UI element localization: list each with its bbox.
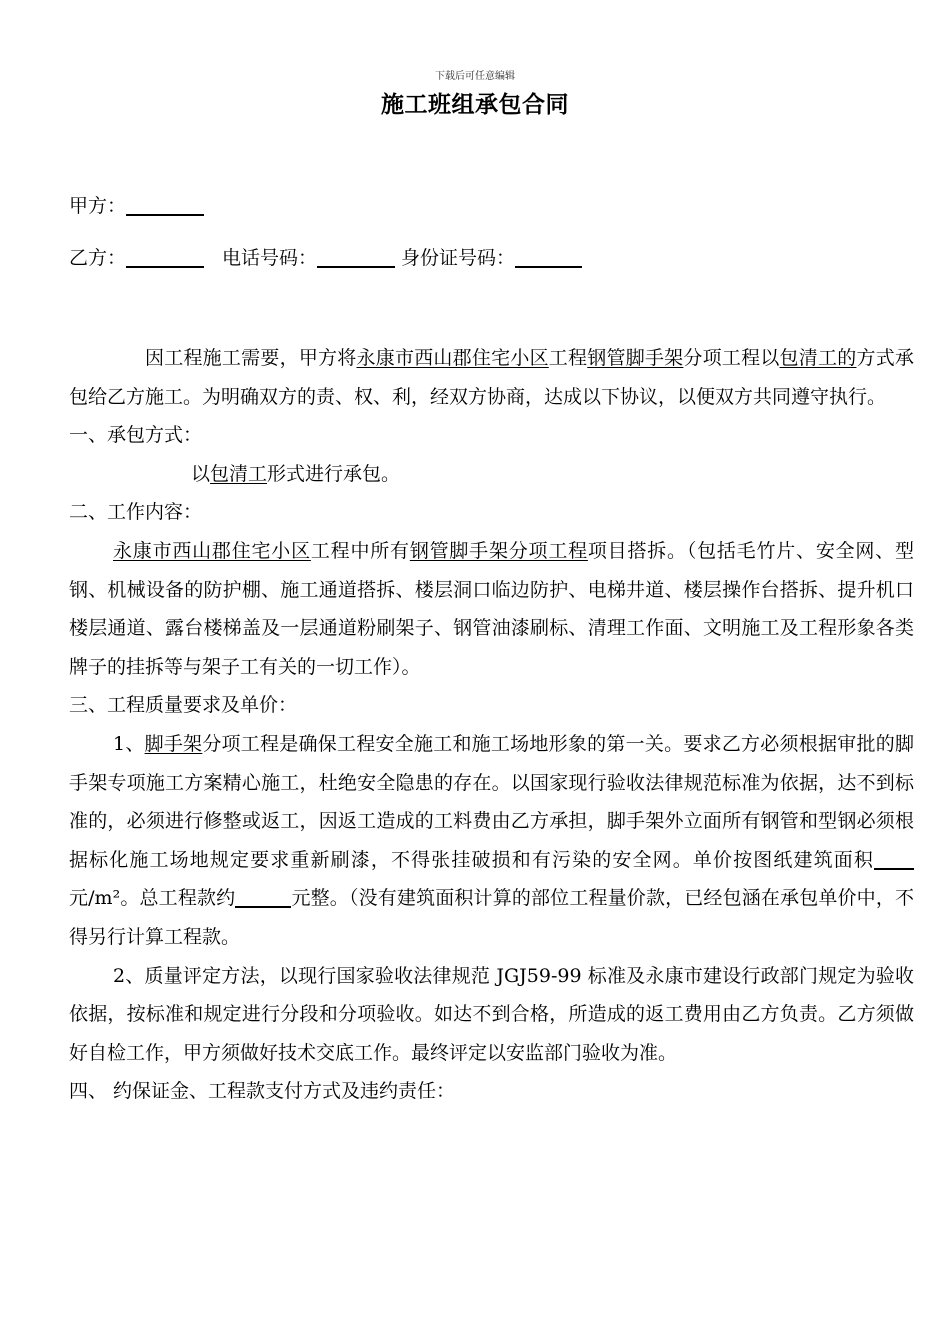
id-blank: [515, 248, 582, 268]
section-4-heading: 四、 约保证金、工程款支付方式及违约责任：: [69, 1080, 456, 1103]
section-3-item-1: 1、脚手架分项工程是确保工程安全施工和施工场地形象的第一关。要求乙方必须根据审批的脚手架专项施工方案精心施工，杜绝安全隐患的存在。以国家现行验收法律规范标准为依据，达不到标准的，必须进行修整或返工，因返工造成的工料费由乙方承担，脚手架外立面所有钢管和型钢必须根据标化施工场地规定要求重新刷漆，不得张挂破损和有污染的安全网。单价按图纸建筑面积元/m²。总工程款约 元整。（没有建筑面积计算的部位工程量价款，已经包涵在承包单价中，不得另行计算工程款。: [69, 732, 914, 948]
document-title: 施工班组承包合同: [381, 91, 569, 118]
party-a-line: [69, 191, 204, 218]
section-1-heading: 一、承包方式：: [69, 424, 203, 447]
phone-blank: [317, 248, 395, 268]
section-2-project: 永康市西山郡住宅小区: [113, 539, 311, 562]
section-2-text: 永康市西山郡住宅小区工程中所有钢管脚手架分项工程项目搭拆。（包括毛竹片、安全网、型钢、机械设备的防护棚、施工通道搭拆、楼层洞口临边防护、电梯井道、楼层操作台搭拆、提升机口楼层通道、露台楼梯盖及一层通道粉刷架子、钢管油漆刷标、清理工作面、文明施工及工程形象各类牌子的挂拆等与架子工有关的一切工作）。: [69, 539, 914, 678]
party-a-label: 甲方：: [69, 195, 127, 217]
id-label: 身份证号码：: [401, 247, 516, 269]
section-1-text: 以包清工形式进行承包。: [191, 462, 401, 485]
contract-mode: 包清工的: [779, 347, 857, 369]
contract-body: [69, 339, 914, 1111]
party-b-blank: [126, 248, 204, 268]
party-b-line: [69, 243, 582, 270]
project-name: 永康市西山郡住宅小区: [356, 347, 549, 369]
section-1-mode: 包清工: [210, 462, 268, 485]
section-3-heading: 三、工程质量要求及单价：: [69, 694, 298, 717]
unit-price-blank: [874, 850, 914, 870]
total-amount-blank: [235, 888, 291, 908]
party-a-blank: [126, 196, 204, 216]
scope-name: 钢管脚手架: [587, 347, 684, 369]
section-2-heading: 二、工作内容：: [69, 501, 203, 524]
scaffold-term: 脚手架: [144, 732, 203, 755]
phone-label: 电话号码：: [222, 247, 318, 269]
party-b-label: 乙方：: [69, 247, 127, 269]
section-3-item-2: 2、质量评定方法，以现行国家验收法律规范 JGJ59-99 标准及永康市建设行政部门规定为验收依据，按标准和规定进行分段和分项验收。如达不到合格，所造成的返工费用由乙方负责。乙方须做好自检工作，甲方须做好技术交底工作。最终评定以安监部门验收为准。: [69, 964, 914, 1064]
intro-paragraph: 因工程施工需要，甲方将永康市西山郡住宅小区工程钢管脚手架分项工程以包清工的方式承包给乙方施工。为明确双方的责、权、利，经双方协商，达成以下协议，以便双方共同遵守执行。: [69, 347, 914, 408]
section-2-scope: 钢管脚手架分项工程: [409, 539, 588, 562]
header-note: 下载后可任意编辑: [435, 71, 515, 82]
